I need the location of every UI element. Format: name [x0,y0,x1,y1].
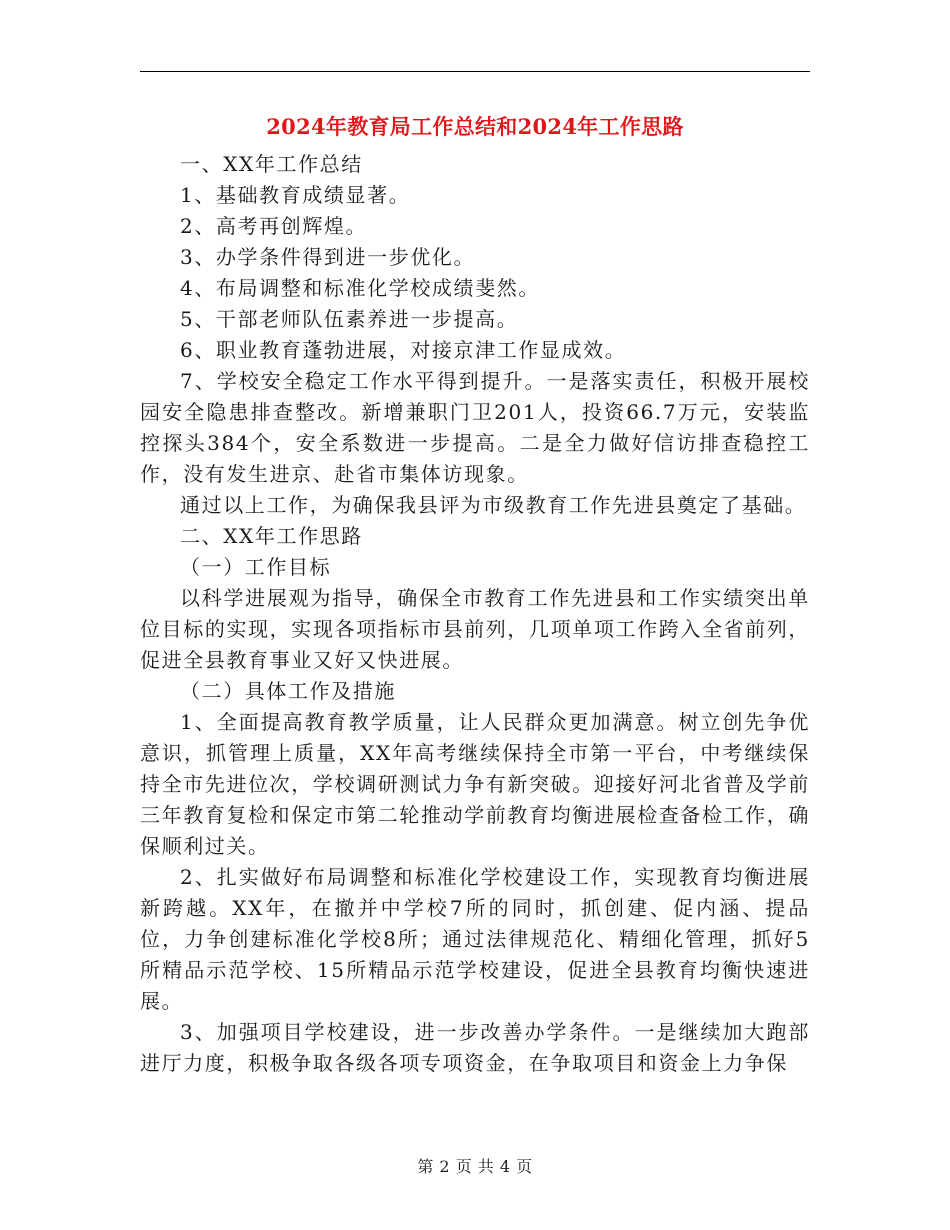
summary-item-3: 3、办学条件得到进一步优化。 [180,245,476,269]
summary-conclusion: 通过以上工作，为确保我县评为市级教育工作先进县奠定了基础。 [180,493,807,517]
measure-item-1: 1、全面提高教育教学质量，让人民群众更加满意。树立创先争优意识，抓管理上质量，XX年高考继续保持全市第一平台，中考继续保持全市先进位次，学校调研测试力争有新突破。迎接好河北省普及学前三年教育复检和保定市第二轮推动学前教育均衡进展检查备检工作，确保顺利过关。 [140,710,810,858]
summary-item-2: 2、高考再创辉煌。 [180,214,368,238]
summary-item-7: 7、学校安全稳定工作水平得到提升。一是落实责任，积极开展校园安全隐患排查整改。新增兼职门卫201人，投资66.7万元，安装监控探头384个，安全系数进一步提高。二是全力做好信访排查稳控工作，没有发生进京、赴省市集体访现象。 [140,369,810,486]
goals-paragraph: 以科学进展观为指导，确保全市教育工作先进县和工作实绩突出单位目标的实现，实现各项指标市县前列，几项单项工作跨入全省前列，促进全县教育事业又好又快进展。 [140,586,810,672]
document-body [140,149,810,1079]
summary-item-4: 4、布局调整和标准化学校成绩斐然。 [180,276,540,300]
summary-item-5: 5、干部老师队伍素养进一步提高。 [180,307,519,331]
summary-item-1: 1、基础教育成绩显著。 [180,183,411,207]
section-heading-summary: 一、XX年工作总结 [180,152,363,176]
measure-item-2: 2、扎实做好布局调整和标准化学校建设工作，实现教育均衡进展新跨越。XX年，在撤并中学校7所的同时，抓创建、促内涵、提品位，力争创建标准化学校8所；通过法律规范化、精细化管理，抓好5所精品示范学校、15所精品示范学校建设，促进全县教育均衡快速进展。 [140,865,810,1013]
page-footer: 第 2 页 共 4 页 [417,1157,533,1176]
section-heading-plan: 二、XX年工作思路 [180,524,363,548]
subheading-measures: （二）具体工作及措施 [180,679,396,703]
summary-item-6: 6、职业教育蓬勃进展，对接京津工作显成效。 [180,338,627,362]
document-title: 2024年教育局工作总结和2024年工作思路 [266,114,684,139]
measure-item-3: 3、加强项目学校建设，进一步改善办学条件。一是继续加大跑部进厅力度，积极争取各级各项专项资金，在争取项目和资金上力争保 [140,1020,810,1075]
subheading-goals: （一）工作目标 [180,555,332,579]
header-rule [140,71,810,72]
